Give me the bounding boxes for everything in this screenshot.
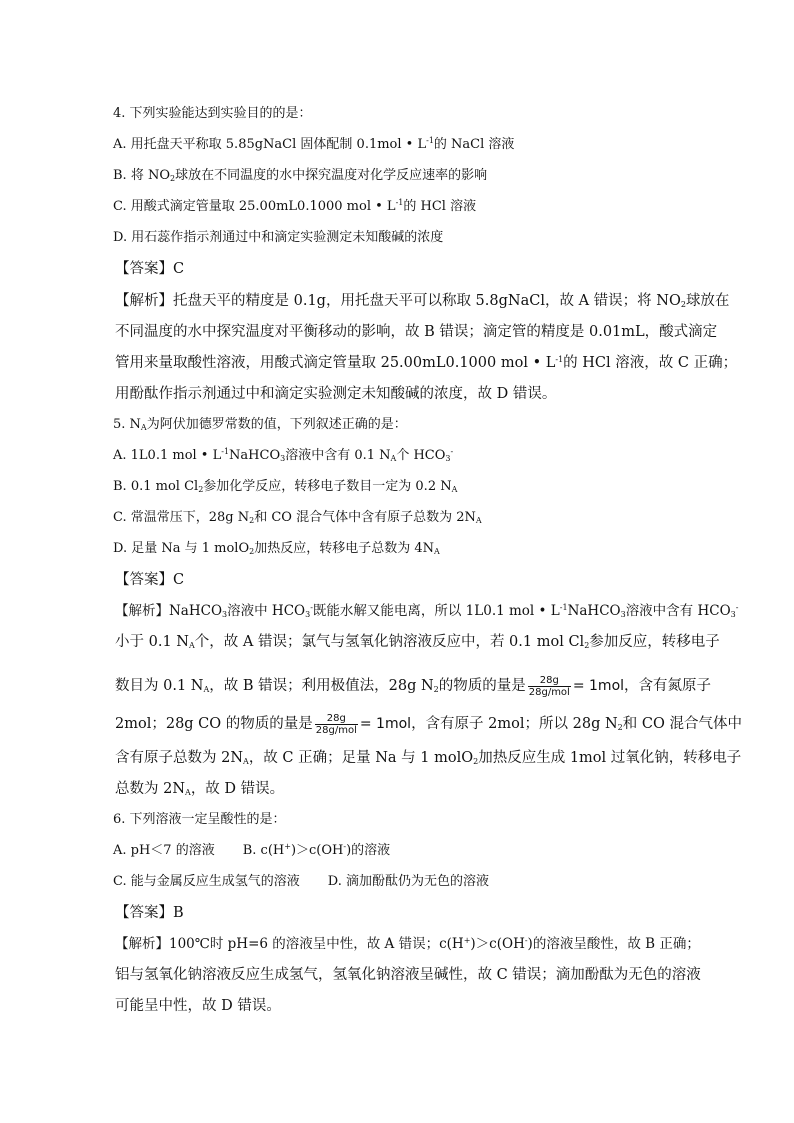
q6-analysis-line-3: 可能呈中性，故 D 错误。: [115, 998, 281, 1014]
q6-analysis-line-1: 【解析】100℃时 pH=6 的溶液呈中性，故 A 错误；c(H+)＞c(OH-)的溶液呈酸性，故 B 正确；: [115, 936, 700, 952]
q4-option-c: C. 用酸式滴定管量取 25.00mL0.1000 mol • $L^{-1}$的 HCl 溶液: [113, 198, 477, 214]
q5-analysis-line-2: 小于 0.1 $N_A$个，故 A 错误；氯气与氢氧化钠溶液反应中，若 0.1 mol $Cl_2$参加反应，转移电子: [115, 634, 720, 650]
q5-analysis-line-3: 数目为 0.1 $N_A$，故 B 错误；利用极值法，28g $N_2$的物质的量是 $\frac{28g}{\text{28g/mol}}$ = 1mol，含有氮原子: [115, 674, 712, 698]
q4-analysis-line-4: 用酚酞作指示剂通过中和滴定实验测定未知酸碱的浓度，故 D 错误。: [115, 386, 557, 402]
q5-analysis-line-5: 含有原子总数为 $2N_A$，故 C 正确；足量 Na 与 1 molO$_2$加热反应生成 1mol 过氧化钠，转移电子: [115, 750, 742, 766]
q5-option-d: D. 足量 Na 与 1 molO$_2$加热反应，转移电子总数为 $4N_A$: [113, 541, 440, 556]
fraction-co: $\frac{28g}{\text{28g/mol}}$: [315, 712, 357, 736]
q6-answer: 【答案】B: [115, 905, 184, 921]
q5-stem: 5. $N_A$为阿伏加德罗常数的值，下列叙述正确的是：: [113, 417, 407, 432]
q5-option-b: B. 0.1 mol $Cl_2$参加化学反应，转移电子数目一定为 0.2 $N_A$: [113, 479, 458, 494]
q6-stem: 6. 下列溶液一定呈酸性的是：: [113, 812, 286, 827]
fraction-n2: $\frac{28g}{\text{28g/mol}}$: [528, 674, 570, 698]
q5-option-c: C. 常温常压下，28g $N_2$和 CO 混合气体中含有原子总数为 $2N_A$: [113, 510, 482, 525]
q4-answer: 【答案】C: [115, 261, 185, 277]
q6-analysis-line-2: 铝与氢氧化钠溶液反应生成氢气，氢氧化钠溶液呈碱性，故 C 错误；滴加酚酞为无色的溶液: [115, 967, 701, 983]
q5-analysis-line-4: 2mol；28g CO 的物质的量是 $\frac{28g}{\text{28g/mol}}$ = 1mol，含有原子 2mol；所以 28g $N_2$和 CO 混合气体中: [115, 712, 742, 736]
q5-analysis-line-6: 总数为 $2N_A$，故 D 错误。: [115, 781, 285, 797]
q6-options-cd: C. 能与金属反应生成氢气的溶液 D. 滴加酚酞仍为无色的溶液: [113, 874, 489, 889]
q4-option-b: B. 将 $NO_2$球放在不同温度的水中探究温度对化学反应速率的影响: [113, 168, 488, 183]
q4-option-a: A. 用托盘天平称取 5.85gNaCl 固体配制 0.1mol • $L^{-1}$的 NaCl 溶液: [113, 136, 515, 152]
q4-analysis-line-2: 不同温度的水中探究温度对平衡移动的影响，故 B 错误；滴定管的精度是 0.01mL，酸式滴定: [115, 324, 718, 340]
q4-stem: 4. 下列实验能达到实验目的的是：: [113, 106, 312, 121]
q4-analysis-line-1: 【解析】托盘天平的精度是 0.1g，用托盘天平可以称取 5.8gNaCl，故 A 错误；将 $NO_2$球放在: [115, 293, 730, 309]
q5-analysis-line-1: 【解析】NaHCO$_3$溶液中 $HCO_3^-$既能水解又能电离，所以 1L0.1 mol • $L^{-1}NaHCO_3$溶液中含有 $HCO_3^-$: [115, 603, 739, 619]
q5-option-a: A. 1L0.1 mol • $L^{-1}NaHCO_3$溶液中含有 0.1 $N_A$个 $HCO_3^-$: [113, 447, 454, 463]
q4-option-d: D. 用石蕊作指示剂通过中和滴定实验测定未知酸碱的浓度: [113, 230, 444, 245]
q5-answer: 【答案】C: [115, 572, 185, 588]
q6-options-ab: A. pH＜7 的溶液 B. c(H+)＞c(OH-)的溶液: [113, 842, 391, 858]
q4-analysis-line-3: 管用来量取酸性溶液，用酸式滴定管量取 25.00mL0.1000 mol • $L^{-1}$的 HCl 溶液，故 C 正确；: [115, 355, 738, 371]
